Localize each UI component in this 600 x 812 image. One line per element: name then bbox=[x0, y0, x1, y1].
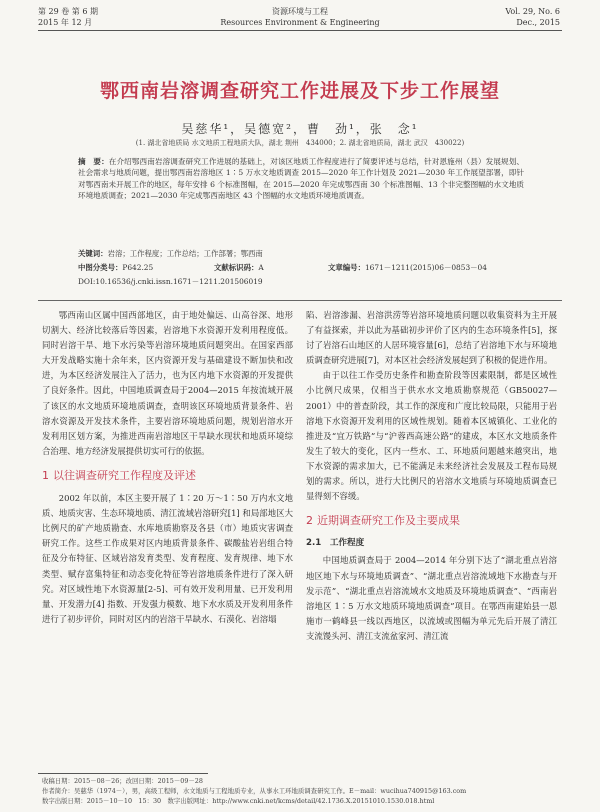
journal-name-cn: 资源环境与工程 bbox=[272, 7, 328, 16]
journal-volume-en bbox=[505, 6, 560, 28]
doc-label: 文献标识码： bbox=[214, 263, 259, 272]
issue-date-en: Dec., 2015 bbox=[516, 18, 560, 27]
abstract-label: 摘 要： bbox=[78, 157, 109, 166]
doi: DOI:10.16536/j.cnki.issn.1671－1211.201506019 bbox=[78, 277, 263, 286]
article-number bbox=[328, 262, 487, 273]
keywords-label: 关键词： bbox=[78, 249, 108, 258]
section2-paragraph: 中国地质调查局于 2004—2014 年分别下达了“湖北重点岩溶地区地下水与环境地质调查”、“湖北重点岩溶流域地下水勘查与开发示范”、“湖北重点岩溶流域水文地质及环境地质调查”、“西南岩溶地区 1∶5 万水文地质环境地质调查”项目。在鄂西南建始县一恩施市一鹤峰县一线以西地区，以流域或图幅为单元先后开展了清江支流馒头河、清江支流盆家河、清江流 bbox=[306, 555, 557, 641]
author-affiliation: (1. 湖北省地质局 水文地质工程地质大队，湖北 荆州 434000；2. 湖北省地质局，湖北 武汉 430022) bbox=[135, 139, 465, 147]
section-heading-2 bbox=[306, 513, 557, 528]
online-publication: 数字出版日期：2015－10－10 15：30 数字出版网址：http://www.cnki.net/kcms/detail/42.1736.X.20151010.1530.018.html bbox=[42, 797, 435, 805]
author-list: 吴慈华¹，吴德宽²，曹 劲¹，张 念¹ bbox=[181, 122, 419, 136]
doc-value: A bbox=[258, 263, 264, 272]
body-left-column bbox=[42, 308, 293, 627]
section-title: 以往调查研究工作程度及评述 bbox=[53, 468, 196, 482]
document-code bbox=[214, 262, 264, 273]
received-date: 收稿日期：2015－08－26；改回日期：2015－09－28 bbox=[42, 777, 203, 785]
volume-issue: 第 29 卷 第 6 期 bbox=[38, 7, 98, 16]
article-label: 文章编号： bbox=[328, 263, 365, 272]
paper-title: 鄂西南岩溶调查研究工作进展及下步工作展望 bbox=[99, 80, 500, 102]
section1-paragraph-2: 由于以往工作受历史条件和勘查阶段等因素限制，都是区域性小比例尺成果，仅相当于供水水文地质勘察规范（GB50027—2001）中的普查阶段，其工作的深度和广度比较局限，只能用于岩溶地下水资源开发利用的区域性规划。随着本区城镇化、工业化的推进及“宜万铁路”与“沪蓉西高速公路”的建成，本区水文地质条件发生了较大的变化，区内一些水、工、环地质问题越来越突出，地下水资源的需求加大，已不能满足未来经济社会发展及工程布局规划的需求。所以，进行大比例尺的岩溶水文地质与环境地质调查已显得刻不容缓。 bbox=[306, 370, 557, 502]
section-number: 2 bbox=[306, 514, 313, 528]
section1-paragraph: 2002 年以前，本区主要开展了 1∶20 万～1∶50 万内水文地质、地质灾害、生态环境地质、清江流域岩溶研究[1] 和局部地区大比例尺的矿产地质勘查、水库地质勘察及各县（市）地质灾害调查研究工作。这些工作成果对区内地质背景条件、碳酸盐岩岩组合特征及分布特征、区域岩溶发育类型、发育程度、发育规律、地下水类型、赋存富集特征和动态变化特征等岩溶地质条件进行了深入研究。对区域性地下水资源量[2-5]、可有效开发利用量、已开发利用量、开发潜力[4] 指数、开发强力模数、地下水水质及开发利用条件进行了初步评价，同时对区内的岩溶干旱缺水、石漠化、岩溶塌 bbox=[42, 493, 293, 624]
clc-label: 中图分类号： bbox=[78, 263, 123, 272]
continued-paragraph: 陷、岩溶渗漏、岩溶洪涝等岩溶环境地质问题以收集资料为主开展了有益探索，并以此为基础初步评价了区内的生态环境条件[5]，探讨了岩溶石山地区的人居环境容量[6]，总结了岩溶地下水与环境地质调查研究进展[7]，对本区社会经济发展起到了积极的促进作用。 bbox=[306, 310, 557, 366]
abstract-text: 在介绍鄂西南岩溶调查研究工作进展的基础上，对该区地质工作程度进行了简要评述与总结，针对恩施州（县）发展规划、社会需求与地质问题，提出鄂西南岩溶地区 1∶5 万水文地质调查 2015—2020 年工作计划及 2021—2030 年工作展望部署，即针对鄂西南未开展工作的地区，每年安排 6 个标准图幅，在 2015—2020 年完成鄂西南 30 个标准图幅、13 个非完整图幅的水文地质环境地质调查；2021—2030 年完成鄂西南地区 43 个图幅的水文地质环境地质调查。 bbox=[78, 157, 524, 201]
section-title: 近期调查研究工作及主要成果 bbox=[317, 514, 460, 528]
subsection-heading-2-1: 2.1 工作程度 bbox=[306, 538, 365, 549]
section-heading-1 bbox=[42, 468, 293, 483]
abstract-block bbox=[78, 156, 524, 202]
abstract-divider bbox=[38, 300, 562, 301]
keywords-text: 岩溶；工作程度；工作总结；工作部署；鄂西南 bbox=[107, 249, 263, 258]
abstract bbox=[78, 156, 524, 202]
journal-name-en: Resources Environment & Engineering bbox=[220, 18, 380, 27]
footnote-divider bbox=[38, 773, 208, 774]
clc-value: P642.25 bbox=[122, 263, 154, 272]
section-number: 1 bbox=[42, 468, 49, 482]
intro-paragraph: 鄂西南山区属中国西部地区，由于地处偏远、山高谷深、地形切割大、经济比较落后等因素，岩溶地下水资源开发利用程度低。同时岩溶干旱、地下水污染等岩溶环境地质问题突出。在国家西部大开发战略实施十余年来，区内资源开发与基础建设不断加快和改进，为本区经济发展注入了活力，也为区内地下水资源的开发提供了良好条件。因此，中国地质调查局于2004—2015 年按流域开展了该区的水文地质环境地质调查，查明该区环境地质背景条件、岩溶水资源及开发技术条件，主要岩溶环境地质问题，规划岩溶水开发利用区划方案，为推进西南岩溶地区干旱缺水现状和地质环境综合治理、地方经济发展提供切实可行的依据。 bbox=[42, 310, 293, 456]
author-bio: 作者简介：吴慈华（1974－），男，高级工程师，水文地质与工程地质专业，从事水工环地质调查研究工作。E－mail：wucihua740915@163.com bbox=[42, 787, 467, 795]
clc-number bbox=[78, 262, 153, 273]
issue-date: 2015 年 12 月 bbox=[38, 18, 93, 27]
volume-issue-en: Vol. 29, No. 6 bbox=[505, 7, 560, 16]
header-divider bbox=[38, 30, 562, 31]
article-value: 1671－1211(2015)06－0853－04 bbox=[364, 263, 487, 272]
keywords bbox=[78, 248, 263, 259]
body-right-column bbox=[306, 308, 557, 644]
